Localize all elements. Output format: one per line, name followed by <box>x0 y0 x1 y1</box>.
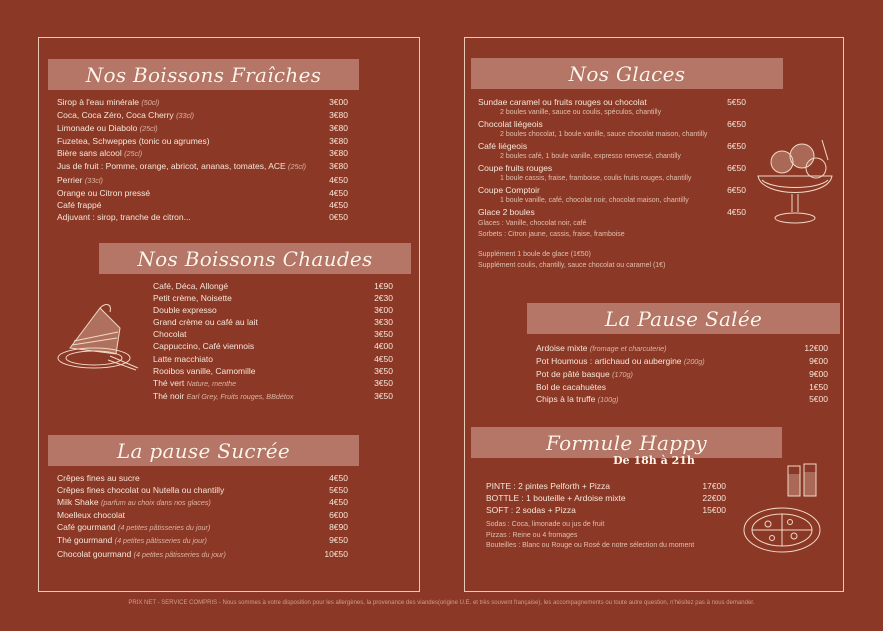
cake-slice-illustration <box>50 298 142 378</box>
menu-item-name: Coca, Coca Zéro, Coca Cherry <box>57 110 174 121</box>
menu-item-description: 2 boules chocolat, 1 boule vanille, sauce chocolat maison, chantilly <box>500 131 708 139</box>
menu-item-price: 4€50 <box>329 497 348 508</box>
pause-sucree-list <box>57 472 348 561</box>
menu-item-label <box>57 521 210 534</box>
menu-item-label <box>536 342 667 355</box>
section-banner-boissons-chaudes <box>99 243 411 274</box>
menu-item-price: 4€50 <box>329 473 348 483</box>
menu-item <box>536 342 828 355</box>
menu-item-note: Earl Grey, Fruits rouges, BBdétox <box>186 391 294 401</box>
menu-item-label <box>153 340 254 352</box>
menu-item <box>57 496 348 509</box>
menu-item <box>57 174 348 187</box>
section-banner-pause-salee <box>527 303 840 334</box>
menu-item <box>57 160 348 173</box>
menu-item-label <box>153 304 217 316</box>
menu-item <box>57 199 348 211</box>
menu-item-note: (50cl) <box>141 98 160 107</box>
menu-item-label <box>478 96 647 108</box>
menu-item <box>153 280 393 292</box>
menu-item-price: 3€50 <box>374 390 393 401</box>
menu-item-note: (100g) <box>597 395 619 405</box>
menu-item-name: Café liégeois <box>478 141 528 152</box>
glaces-list <box>478 96 746 219</box>
section-title: Nos Glaces <box>568 61 686 86</box>
menu-item <box>478 184 746 196</box>
menu-item <box>57 109 348 122</box>
glaces-flavours <box>478 219 758 271</box>
boissons-fraiches-list <box>57 96 348 223</box>
menu-item-note: (25cl) <box>139 124 158 134</box>
menu-item <box>57 509 348 521</box>
menu-item <box>536 355 828 368</box>
menu-item <box>57 548 348 561</box>
menu-item-price: 6€50 <box>727 163 746 174</box>
menu-item <box>478 96 746 108</box>
menu-item-label <box>486 480 610 492</box>
menu-item-name: Latte macchiato <box>153 353 214 364</box>
menu-item-label <box>153 353 213 365</box>
section-title: Formule Happy <box>546 430 707 455</box>
menu-item <box>153 292 393 304</box>
pizza-drinks-illustration <box>738 460 834 560</box>
menu-item-label <box>536 355 705 368</box>
menu-item-name: Moelleux chocolat <box>57 510 126 521</box>
menu-item <box>478 118 746 130</box>
menu-item-price: 1€90 <box>374 281 393 291</box>
menu-item-price: 3€00 <box>374 305 393 316</box>
menu-item-description: 2 boules vanille, sauce ou coulis, spéculos, chantilly <box>500 109 662 117</box>
menu-item-name: Chocolat gourmand <box>57 548 132 559</box>
menu-item-price: 0€50 <box>329 211 348 222</box>
menu-item-price: 17€00 <box>702 481 726 491</box>
menu-item-name: Bière sans alcool <box>57 148 122 159</box>
menu-item-name: Glace 2 boules <box>478 207 535 218</box>
menu-item <box>486 492 726 504</box>
menu-item-name: Pot de pâté basque <box>536 369 610 380</box>
menu-item-price: 6€50 <box>727 119 746 130</box>
menu-item-label <box>57 147 142 160</box>
menu-item <box>57 484 348 496</box>
formule-happy-notes <box>486 520 736 552</box>
menu-item-name: Crêpes fines chocolat ou Nutella ou chantilly <box>57 485 225 496</box>
menu-item <box>57 96 348 109</box>
section-banner-glaces <box>471 58 783 89</box>
menu-item-note: (25cl) <box>124 149 143 159</box>
menu-item-price: 6€00 <box>329 510 348 521</box>
menu-item <box>153 390 393 403</box>
menu-item-label <box>57 109 194 122</box>
menu-item-label <box>57 174 103 187</box>
menu-item-price: 12€00 <box>804 343 828 353</box>
menu-item-label <box>57 122 158 135</box>
menu-item-price: 6€50 <box>727 185 746 196</box>
menu-item-label <box>57 472 140 484</box>
menu-item <box>153 365 393 377</box>
menu-item-name: Coupe Comptoir <box>478 185 540 196</box>
menu-item-name: Petit crème, Noisette <box>153 293 232 304</box>
menu-item <box>153 328 393 340</box>
menu-item-label <box>57 496 211 509</box>
menu-item-label <box>57 211 191 223</box>
menu-item-name: Fuzetea, Schweppes (tonic ou agrumes) <box>57 136 210 147</box>
happy-note: Pizzas : Reine ou 4 fromages <box>486 531 578 539</box>
menu-item <box>153 304 393 316</box>
menu-item-label <box>57 509 125 521</box>
menu-item-name: Chocolat liégeois <box>478 119 543 130</box>
flavours-line: Glaces : Vanille, chocolat noir, café <box>478 220 587 227</box>
menu-item <box>57 147 348 160</box>
menu-item-label <box>486 492 626 504</box>
menu-item-label <box>478 184 540 196</box>
happy-note: Sodas : Coca, limonade ou jus de fruit <box>486 521 605 528</box>
flavours-line: Sorbets : Citron jaune, cassis, fraise, framboise <box>478 230 625 238</box>
menu-item-price: 9€00 <box>809 356 828 367</box>
section-banner-boissons-fraiches <box>48 59 359 90</box>
menu-item-price: 1€50 <box>809 382 828 393</box>
menu-item-label <box>153 280 228 292</box>
menu-item <box>153 353 393 365</box>
menu-item-price: 2€30 <box>374 293 393 304</box>
menu-item-name: Café gourmand <box>57 522 116 533</box>
menu-item <box>536 381 828 393</box>
menu-item-name: Thé vert <box>153 377 185 388</box>
menu-item-price: 3€80 <box>329 136 348 147</box>
menu-item-label <box>57 534 207 547</box>
menu-item-note: Nature, menthe <box>186 378 237 388</box>
boissons-chaudes-list <box>153 280 393 403</box>
menu-item-price: 3€50 <box>374 377 393 388</box>
menu-item-price: 9€00 <box>809 369 828 380</box>
supplement-line: Supplément 1 boule de glace (1€50) <box>478 251 591 258</box>
menu-item-name: Rooibos vanille, Camomille <box>153 365 256 376</box>
section-title: Nos Boissons Fraîches <box>85 62 322 87</box>
menu-item-price: 5€50 <box>329 485 348 496</box>
menu-item-label <box>478 162 552 174</box>
menu-item <box>57 211 348 223</box>
menu-item-label <box>153 328 187 340</box>
menu-item-note: (200g) <box>683 357 705 367</box>
menu-item-name: Sirop à l'eau minérale <box>57 97 139 107</box>
menu-item-name: Café, Déca, Allongé <box>153 281 229 291</box>
menu-item-name: Orange ou Citron pressé <box>57 187 151 198</box>
menu-item-name: Ardoise mixte <box>536 343 588 353</box>
supplement-line: Supplément coulis, chantilly, sauce chocolat ou caramel (1€) <box>478 261 666 269</box>
menu-item-label <box>153 390 293 403</box>
menu-item-description: 2 boules café, 1 boule vanille, expresso renversé, chantilly <box>500 153 681 161</box>
menu-item-price: 9€50 <box>329 535 348 546</box>
menu-item <box>478 206 746 218</box>
section-title: Nos Boissons Chaudes <box>137 246 373 271</box>
menu-item-name: Limonade ou Diabolo <box>57 123 138 134</box>
menu-item-price: 4€50 <box>329 187 348 198</box>
menu-item-name: Cappuccino, Café viennois <box>153 341 255 352</box>
menu-item <box>57 187 348 199</box>
menu-item-label <box>536 393 619 406</box>
menu-item <box>536 393 828 406</box>
menu-item <box>478 140 746 152</box>
menu-item-price: 4€50 <box>374 353 393 364</box>
menu-item <box>57 534 348 547</box>
menu-item-price: 5€50 <box>727 97 746 107</box>
menu-item-label <box>57 548 226 561</box>
menu-item <box>153 340 393 352</box>
menu-item-name: Pot Houmous : artichaud ou aubergine <box>536 356 682 367</box>
menu-item-name: Thé noir <box>153 390 185 401</box>
menu-item-label <box>478 140 527 152</box>
menu-item-price: 3€00 <box>329 97 348 107</box>
menu-item-name: Thé gourmand <box>57 535 113 546</box>
pause-salee-list <box>536 342 828 406</box>
section-banner-pause-sucree <box>48 435 359 466</box>
menu-item-label <box>478 206 535 218</box>
menu-item-name: Grand crème ou café au lait <box>153 317 258 328</box>
menu-item <box>486 480 726 492</box>
section-title: La Pause Salée <box>604 306 763 331</box>
menu-item-name: Café frappé <box>57 199 102 210</box>
menu-item-note: (4 petites pâtisseries du jour) <box>133 549 226 559</box>
menu-item-note: (parfum au choix dans nos glaces) <box>100 498 211 508</box>
menu-item-name: Bol de cacahuètes <box>536 382 606 393</box>
menu-item-note: (4 petites pâtisseries du jour) <box>117 523 211 533</box>
menu-item-name: Double expresso <box>153 305 217 316</box>
menu-item-name: Adjuvant : sirop, tranche de citron... <box>57 211 191 222</box>
menu-item-price: 4€50 <box>329 174 348 185</box>
menu-item-label <box>486 504 576 516</box>
section-title: La pause Sucrée <box>116 438 291 463</box>
menu-item-price: 10€50 <box>324 548 348 559</box>
menu-item-price: 15€00 <box>702 505 726 516</box>
menu-item-label <box>536 381 606 393</box>
menu-item <box>57 472 348 484</box>
menu-item-name: Jus de fruit : Pomme, orange, abricot, ananas, tomates, ACE <box>57 161 286 172</box>
menu-item-name: Crêpes fines au sucre <box>57 473 140 483</box>
menu-item-price: 5€00 <box>809 394 828 405</box>
happy-note: Bouteilles : Blanc ou Rouge ou Rosé de notre sélection du moment <box>486 542 695 549</box>
menu-item-note: (4 petites pâtisseries du jour) <box>114 536 207 546</box>
menu-item-name: Sundae caramel ou fruits rouges ou chocolat <box>478 97 647 107</box>
menu-item-note: (33cl) <box>84 175 103 185</box>
formule-happy-list <box>486 480 726 516</box>
menu-item-description: 1 boule vanille, café, chocolat noir, chocolat maison, chantilly <box>500 197 689 205</box>
menu-item <box>153 316 393 328</box>
menu-item-description: 1 boule cassis, fraise, framboise, coulis fruits rouges, chantilly <box>500 175 692 183</box>
menu-item <box>486 504 726 516</box>
menu-item-label <box>57 160 306 173</box>
menu-item <box>153 377 393 390</box>
menu-item <box>57 122 348 135</box>
ice-cream-coupe-illustration <box>752 136 838 228</box>
menu-item-price: 22€00 <box>702 493 726 504</box>
menu-item-label <box>153 316 258 328</box>
menu-item-label <box>153 292 232 304</box>
menu-item-label <box>57 135 210 147</box>
menu-item-label <box>153 377 236 390</box>
menu-item-note: (fromage et charcuterie) <box>589 344 667 353</box>
menu-item-price: 3€80 <box>329 110 348 121</box>
menu-item-note: (170g) <box>612 370 633 380</box>
menu-item-price: 6€50 <box>727 141 746 152</box>
menu-item-note: (33cl) <box>176 111 195 121</box>
menu-item-price: 4€50 <box>329 199 348 210</box>
menu-item-price: 4€00 <box>374 341 393 352</box>
menu-item-name: BOTTLE : 1 bouteille + Ardoise mixte <box>486 493 626 504</box>
menu-item-price: 3€80 <box>329 123 348 134</box>
menu-item-label <box>57 484 224 496</box>
menu-item <box>478 162 746 174</box>
menu-item-label <box>153 365 256 377</box>
menu-item <box>57 135 348 147</box>
menu-item-price: 4€50 <box>727 207 746 218</box>
menu-item-price: 8€90 <box>329 522 348 533</box>
happy-hour-times: De 18h à 21h <box>613 454 695 467</box>
menu-item-name: Coupe fruits rouges <box>478 163 553 174</box>
menu-item-label <box>536 368 633 381</box>
menu-item-note: (25cl) <box>288 162 307 172</box>
menu-item-price: 3€30 <box>374 317 393 328</box>
menu-item-label <box>57 187 150 199</box>
menu-item-price: 3€50 <box>374 329 393 340</box>
menu-item-name: SOFT : 2 sodas + Pizza <box>486 505 576 516</box>
menu-item-name: PINTE : 2 pintes Pelforth + Pizza <box>486 481 611 491</box>
menu-item-label <box>478 118 543 130</box>
menu-item-label <box>57 199 101 211</box>
menu-item-price: 3€50 <box>374 365 393 376</box>
menu-item-name: Perrier <box>57 174 83 185</box>
menu-item-name: Chocolat <box>153 329 187 340</box>
menu-item-price: 3€80 <box>329 148 348 159</box>
menu-item-name: Chips à la truffe <box>536 394 596 405</box>
menu-item <box>536 368 828 381</box>
menu-item-name: Milk Shake <box>57 497 99 508</box>
menu-item-label <box>57 96 159 109</box>
menu-item-price: 3€80 <box>329 161 348 172</box>
menu-item <box>57 521 348 534</box>
footer-legal-note: PRIX NET - SERVICE COMPRIS - Nous sommes à votre disposition pour les allergènes, la provenance des viandes(origine U.E. et très souvent française), les accompagnements ou toute autre question, n'hésitez pas à nous demander. <box>128 600 755 606</box>
